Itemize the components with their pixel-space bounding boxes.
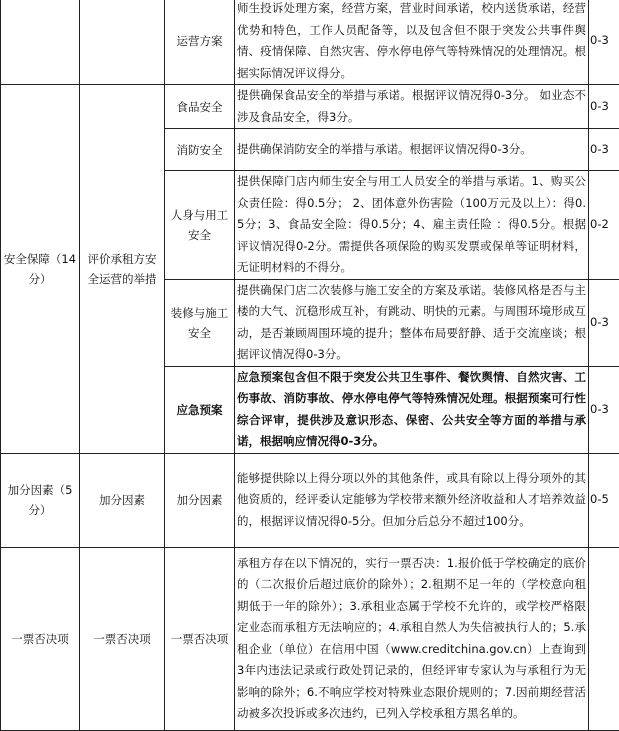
desc-deco: 提供确保门店二次装修与施工安全的方案及承诺。装修风格是否与主楼的大气、沉稳形成互补，有跳动、明快的元素。与周围环境形成互动，是否兼顾周围环境的提升；整体布局要舒静、适于交流座谈；根据评议情况得0-3分。	[235, 279, 589, 366]
desc-bonus: 能够提供除以上得分项以外的其他条件，或具有除以上得分项外的其他资质的，经评委认定能够为学校带来额外经济收益和人才培养效益的，根据评议情况得0-5分。但加分后总分不超过100分。	[235, 453, 589, 547]
table-row	[1, 0, 619, 85]
desc-ops: 师生投诉处理方案，经营方案，营业时间承诺，校内送货承诺，经营优势和特色，工作人员配备等，以及包含但不限于突发公共事件舆情、疫情保障、自然灾害、停水停电停气等特殊情况的处理情况。根据实际情况评议得分。	[235, 0, 589, 85]
desc-emergency: 应急预案包含但不限于突发公共卫生事件、餐饮舆情、自然灾害、工伤事故、消防事故、停水停电停气等特殊情况处理。根据预案可行性综合评审，提供涉及意识形态、保密、公共安全等方面的举措与承诺，根据响应情况得0-3分。	[235, 366, 589, 453]
score-deco: 0-3	[589, 279, 619, 366]
item-fire: 消防安全	[165, 129, 235, 171]
empty-cell	[1, 0, 80, 85]
score-emergency: 0-3	[589, 366, 619, 453]
item-food: 食品安全	[165, 85, 235, 129]
subcategory-bonus: 加分因素	[80, 453, 165, 547]
score-veto	[589, 547, 619, 730]
desc-food: 提供确保食品安全的举措与承诺。根据评议情况得0-3分。 如业态不涉及食品安全，得3分。	[235, 85, 589, 129]
category-safety: 安全保障（14分）	[1, 85, 80, 454]
desc-person: 提供保障门店内师生安全与用工人员安全的举措与承诺。1、购买公众责任险：得0.5分； 2、团体意外伤害险（100万元及以上）：得0.5分；3、食品安全险：得0.5分；4、雇主责任险 ：得0.5分。根据评议情况得0-2分。需提供各项保险的购买发票或保单等证明材料，无证明材料的不得分。	[235, 171, 589, 280]
table-row	[1, 453, 619, 547]
score-person: 0-2	[589, 171, 619, 280]
score-ops: 0-3	[589, 0, 619, 85]
score-bonus: 0-5	[589, 453, 619, 547]
empty-cell	[80, 0, 165, 85]
item-emergency: 应急预案	[165, 366, 235, 453]
table-row	[1, 547, 619, 730]
subcategory-veto: 一票否决项	[80, 547, 165, 730]
score-food: 0-3	[589, 85, 619, 129]
desc-veto: 承租方存在以下情况的，实行一票否决：1.报价低于学校确定的底价的（二次报价后超过底价的除外）；2.租期不足一年的（学校意向租期低于一年的除外）；3.承租业态属于学校不允许的，或学校严格限定业态而承租方无法响应的；4.承租自然人为失信被执行人的；5.承租企业（单位）在信用中国（www.creditchina.gov.cn）上查询到3年内违法记录或行政处罚记录的，但经评审专家认为与承租行为无影响的除外；6.不响应学校对特殊业态限价规则的；7.因前期经营活动被多次投诉或多次违约，已列入学校承租方黑名单的。	[235, 547, 589, 730]
score-fire: 0-3	[589, 129, 619, 171]
category-veto: 一票否决项	[1, 547, 80, 730]
table-row	[1, 85, 619, 129]
item-person: 人身与用工安全	[165, 171, 235, 280]
desc-fire: 提供确保消防安全的举措与承诺。根据评议情况得0-3分。	[235, 129, 589, 171]
subcategory-safety: 评价承租方安全运营的举措	[80, 85, 165, 454]
category-bonus: 加分因素（5分）	[1, 453, 80, 547]
item-ops: 运营方案	[165, 0, 235, 85]
item-deco: 装修与施工安全	[165, 279, 235, 366]
item-veto: 一票否决项	[165, 547, 235, 730]
item-bonus: 加分因素	[165, 453, 235, 547]
